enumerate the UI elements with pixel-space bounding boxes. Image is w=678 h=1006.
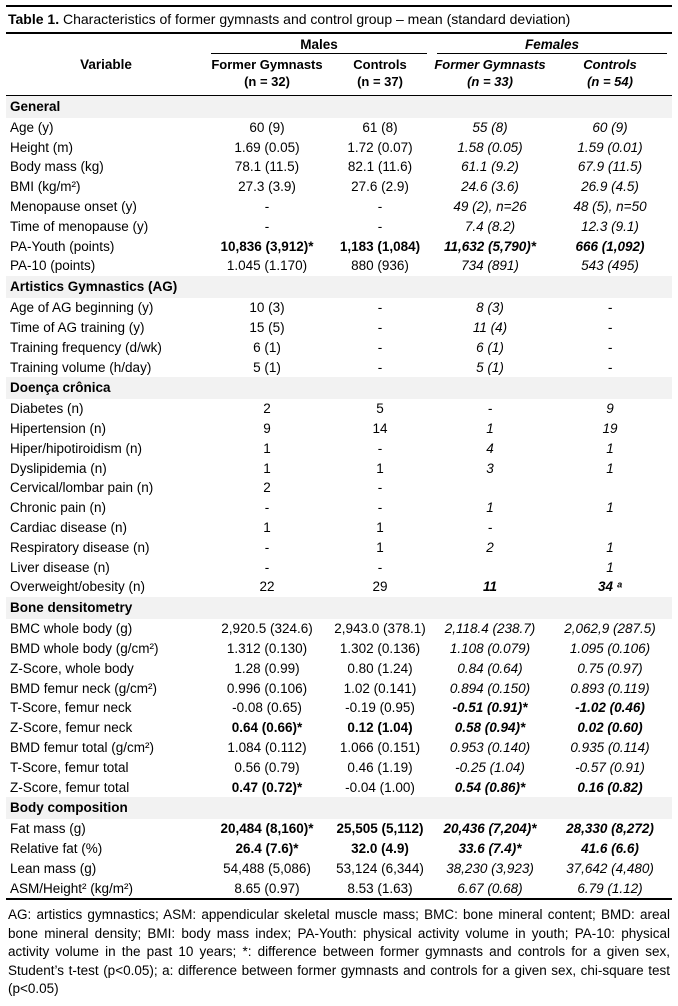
col-header-females-gymnasts	[432, 54, 548, 95]
variable-cell: Hiper/hipotiroidism (n)	[10, 440, 143, 456]
table-row	[6, 298, 672, 318]
variable-cell: Chronic pain (n)	[10, 500, 107, 516]
value-cell: -	[377, 500, 383, 516]
variable-cell: Age (y)	[10, 119, 54, 135]
value-cell: 67.9 (11.5)	[577, 159, 643, 175]
value-cell: 11,632 (5,790)*	[443, 238, 537, 254]
value-cell: 1.095 (0.106)	[569, 640, 651, 656]
value-cell: 61.1 (9.2)	[461, 159, 519, 175]
value-cell: -	[487, 520, 493, 536]
value-cell: 1	[263, 440, 271, 456]
value-cell: 0.75 (0.97)	[577, 660, 643, 676]
table-row	[6, 558, 672, 578]
value-cell: -	[264, 500, 270, 516]
value-cell: 20,436 (7,204)*	[443, 821, 537, 837]
value-cell: 1.72 (0.07)	[347, 139, 413, 155]
variable-cell: T-Score, femur total	[10, 759, 129, 775]
value-cell: 10,836 (3,912)*	[220, 238, 314, 254]
value-cell: 0.47 (0.72)*	[231, 779, 303, 795]
col-header-line2: (n = 37)	[357, 74, 403, 90]
value-cell: 61 (8)	[362, 119, 398, 135]
value-cell: 11	[482, 579, 497, 595]
value-cell: -	[377, 300, 383, 316]
value-cell: -	[487, 401, 493, 417]
variable-cell: BMD femur neck (g/cm²)	[10, 680, 158, 696]
value-cell: 8.53 (1.63)	[347, 880, 413, 896]
value-cell: 1,183 (1,084)	[339, 238, 421, 254]
value-cell: 734 (891)	[461, 258, 519, 274]
value-cell: 1.045 (1.170)	[226, 258, 308, 274]
value-cell: 1	[606, 500, 614, 516]
group-header-females	[432, 34, 672, 54]
value-cell: 2,920.5 (324.6)	[221, 621, 313, 637]
variable-cell: T-Score, femur neck	[10, 700, 132, 716]
value-cell: 6 (1)	[476, 339, 504, 355]
table-row	[6, 138, 672, 158]
table-row	[6, 439, 672, 459]
table-number-label: Table 1.	[8, 11, 60, 27]
value-cell: 33.6 (7.4)*	[458, 841, 522, 857]
section-title: Body composition	[6, 797, 672, 819]
value-cell: 1	[486, 420, 494, 436]
table-footnote: AG: artistics gymnastics; ASM: appendicular skeletal muscle mass; BMC: bone mineral content; BMD: areal bone mineral density; BMI: body mass index; PA-Youth: physical activity volume in youth; PA-10: physical activity volume in the past 10 years; *: difference between former gymnasts and controls for a given sex, Student’s t-test (p<0.05); a: difference between former gymnasts and controls for a given sex, chi-square test (p<0.05)	[8, 907, 670, 996]
value-cell: 1	[606, 539, 614, 555]
value-cell: 0.56 (0.79)	[234, 759, 300, 775]
table-row	[6, 419, 672, 439]
value-cell: 48 (5), n=50	[573, 199, 647, 215]
value-cell: 20,484 (8,160)*	[220, 821, 314, 837]
table-row	[6, 498, 672, 518]
value-cell: 666 (1,092)	[575, 238, 645, 254]
col-header-line1: Controls	[353, 57, 407, 73]
table-row	[6, 879, 672, 900]
variable-cell: Training frequency (d/wk)	[10, 339, 162, 355]
value-cell: 0.12 (1.04)	[347, 720, 413, 736]
variable-column-header: Variable	[6, 34, 206, 95]
table-row	[6, 778, 672, 798]
value-cell: 60 (9)	[249, 119, 285, 135]
value-cell: 1.084 (0.112)	[227, 739, 307, 755]
variable-cell: Diabetes (n)	[10, 401, 84, 417]
variable-cell: BMI (kg/m²)	[10, 179, 81, 195]
value-cell: 0.953 (0.140)	[449, 739, 531, 755]
value-cell: -0.51 (0.91)*	[452, 700, 528, 716]
value-cell: -1.02 (0.46)	[575, 700, 645, 716]
value-cell: 1.28 (0.99)	[234, 660, 300, 676]
value-cell: 24.6 (3.6)	[461, 179, 519, 195]
value-cell: -0.08 (0.65)	[232, 700, 302, 716]
value-cell: -	[377, 559, 383, 575]
value-cell: 1	[606, 460, 614, 476]
variable-cell: BMD femur total (g/cm²)	[10, 739, 155, 755]
value-cell: 0.64 (0.66)*	[231, 720, 303, 736]
group-label-females: Females	[437, 37, 667, 54]
value-cell: 38,230 (3,923)	[446, 860, 534, 876]
variable-cell: Lean mass (g)	[10, 860, 97, 876]
value-cell: 1.58 (0.05)	[457, 139, 523, 155]
value-cell: 1	[376, 539, 384, 555]
value-cell: -	[377, 319, 383, 335]
value-cell: 29	[372, 579, 388, 595]
value-cell: 0.893 (0.119)	[570, 680, 650, 696]
table-row	[6, 639, 672, 659]
variable-cell: Overweight/obesity (n)	[10, 579, 146, 595]
table-caption: Characteristics of former gymnasts and control group – mean (standard deviation)	[59, 11, 571, 27]
value-cell: -	[607, 300, 613, 316]
table-row	[6, 338, 672, 358]
col-header-line1: Controls	[583, 57, 637, 73]
value-cell: 0.46 (1.19)	[347, 759, 413, 775]
value-cell: 19	[602, 420, 618, 436]
value-cell: -0.04 (1.00)	[345, 779, 415, 795]
value-cell: -0.57 (0.91)	[575, 759, 645, 775]
table-row	[6, 237, 672, 257]
value-cell: 2,062,9 (287.5)	[564, 621, 656, 637]
value-cell: 0.84 (0.64)	[457, 660, 523, 676]
table-row	[6, 459, 672, 479]
table-body	[6, 95, 672, 899]
value-cell: 2	[486, 539, 494, 555]
value-cell: 26.4 (7.6)*	[235, 841, 299, 857]
value-cell: 6 (1)	[253, 339, 281, 355]
table-row	[6, 839, 672, 859]
group-header-males	[206, 34, 432, 54]
variable-cell: Time of menopause (y)	[10, 218, 149, 234]
section-header-row	[6, 276, 672, 298]
table-row	[6, 819, 672, 839]
value-cell: -0.25 (1.04)	[455, 759, 525, 775]
variable-cell: Dyslipidemia (n)	[10, 460, 107, 476]
value-cell: 7.4 (8.2)	[464, 218, 516, 234]
value-cell: 1	[376, 460, 384, 476]
value-cell: 1	[486, 500, 494, 516]
section-title: General	[6, 95, 672, 117]
table-row	[6, 197, 672, 217]
table-header	[6, 34, 672, 95]
value-cell	[432, 478, 548, 498]
value-cell: 34 ᵃ	[598, 579, 622, 595]
table-row	[6, 478, 672, 498]
value-cell: 0.935 (0.114)	[570, 739, 650, 755]
table-row	[6, 157, 672, 177]
table-row	[6, 399, 672, 419]
value-cell: 0.54 (0.86)*	[454, 779, 526, 795]
value-cell: 1.59 (0.01)	[577, 139, 643, 155]
value-cell: 41.6 (6.6)	[581, 841, 639, 857]
table-row	[6, 859, 672, 879]
value-cell: 9	[606, 401, 614, 417]
col-header-males-gymnasts	[206, 54, 328, 95]
section-header-row	[6, 377, 672, 399]
value-cell: 1.02 (0.141)	[343, 680, 417, 696]
value-cell: -	[607, 339, 613, 355]
col-header-line2: (n = 54)	[587, 74, 633, 90]
value-cell: 880 (936)	[351, 258, 409, 274]
section-header-row	[6, 95, 672, 117]
value-cell: 5	[376, 401, 384, 417]
table-row	[6, 118, 672, 138]
value-cell: 27.6 (2.9)	[351, 179, 409, 195]
value-cell: 0.58 (0.94)*	[454, 720, 526, 736]
characteristics-table	[6, 34, 672, 900]
variable-cell: Respiratory disease (n)	[10, 539, 150, 555]
value-cell: 8.65 (0.97)	[234, 880, 300, 896]
value-cell: -	[377, 218, 383, 234]
value-cell: -	[264, 539, 270, 555]
value-cell: 1.69 (0.05)	[234, 139, 300, 155]
value-cell	[548, 518, 672, 538]
table-row	[6, 256, 672, 276]
variable-cell: Age of AG beginning (y)	[10, 300, 154, 316]
variable-cell: Cervical/lombar pain (n)	[10, 480, 154, 496]
value-cell: 2,118.4 (238.7)	[444, 621, 536, 637]
value-cell: 0.80 (1.24)	[347, 660, 413, 676]
value-cell: 2	[263, 480, 271, 496]
value-cell: 1	[263, 520, 271, 536]
table-row	[6, 577, 672, 597]
value-cell: 543 (495)	[581, 258, 639, 274]
value-cell: -	[264, 559, 270, 575]
value-cell: 4	[486, 440, 494, 456]
variable-cell: Cardiac disease (n)	[10, 520, 128, 536]
value-cell: -	[377, 199, 383, 215]
col-header-line2: (n = 32)	[244, 74, 290, 90]
variable-cell: Height (m)	[10, 139, 74, 155]
table-title	[6, 5, 672, 34]
variable-cell: Liver disease (n)	[10, 559, 110, 575]
value-cell: 1	[376, 520, 384, 536]
value-cell: 12.3 (9.1)	[581, 218, 639, 234]
value-cell: 53,124 (6,344)	[336, 860, 424, 876]
value-cell: 1	[606, 440, 614, 456]
value-cell: 26.9 (4.5)	[581, 179, 639, 195]
variable-cell: BMC whole body (g)	[10, 621, 133, 637]
table-row	[6, 738, 672, 758]
variable-cell: Menopause onset (y)	[10, 199, 137, 215]
variable-cell: BMD whole body (g/cm²)	[10, 640, 159, 656]
value-cell: 60 (9)	[592, 119, 628, 135]
variable-cell: ASM/Height² (kg/m²)	[10, 880, 134, 896]
section-title: Bone densitometry	[6, 597, 672, 619]
col-header-line1: Former Gymnasts	[211, 57, 323, 73]
value-cell: 37,642 (4,480)	[566, 860, 654, 876]
value-cell	[548, 478, 672, 498]
value-cell: -	[264, 199, 270, 215]
value-cell: 27.3 (3.9)	[238, 179, 296, 195]
variable-cell: Time of AG training (y)	[10, 319, 145, 335]
value-cell: 32.0 (4.9)	[351, 841, 409, 857]
value-cell: 49 (2), n=26	[453, 199, 527, 215]
value-cell: 2,943.0 (378.1)	[334, 621, 426, 637]
value-cell: -	[377, 480, 383, 496]
value-cell: -0.19 (0.95)	[345, 700, 415, 716]
table-row	[6, 177, 672, 197]
table-row	[6, 758, 672, 778]
variable-cell: Hipertension (n)	[10, 420, 107, 436]
col-header-males-controls	[328, 54, 432, 95]
value-cell: -	[377, 339, 383, 355]
value-cell: 22	[259, 579, 275, 595]
col-header-line1: Former Gymnasts	[434, 57, 546, 73]
variable-cell: Z-Score, femur total	[10, 779, 130, 795]
value-cell	[432, 558, 548, 578]
table-row	[6, 217, 672, 237]
value-cell: 3	[486, 460, 494, 476]
value-cell: 1.302 (0.136)	[339, 640, 421, 656]
value-cell: -	[377, 359, 383, 375]
variable-cell: PA-Youth (points)	[10, 238, 115, 254]
variable-cell: PA-10 (points)	[10, 258, 96, 274]
table-row	[6, 698, 672, 718]
value-cell: 0.16 (0.82)	[577, 779, 643, 795]
value-cell: 2	[263, 401, 271, 417]
table-row	[6, 659, 672, 679]
value-cell: 25,505 (5,112)	[336, 821, 424, 837]
value-cell: 5 (1)	[253, 359, 281, 375]
value-cell: 8 (3)	[476, 300, 504, 316]
table-row	[6, 679, 672, 699]
value-cell: 78.1 (11.5)	[234, 159, 300, 175]
table-row	[6, 318, 672, 338]
variable-cell: Z-Score, femur neck	[10, 720, 133, 736]
value-cell: 10 (3)	[249, 300, 285, 316]
table-row	[6, 518, 672, 538]
value-cell: 1	[606, 559, 614, 575]
value-cell: 15 (5)	[249, 319, 285, 335]
variable-cell: Training volume (h/day)	[10, 359, 152, 375]
section-title: Doença crônica	[6, 377, 672, 399]
value-cell: -	[377, 440, 383, 456]
col-header-females-controls	[548, 54, 672, 95]
value-cell: 55 (8)	[472, 119, 508, 135]
value-cell: -	[264, 218, 270, 234]
value-cell: 1	[263, 460, 271, 476]
variable-cell: Fat mass (g)	[10, 821, 86, 837]
value-cell: 11 (4)	[472, 319, 508, 335]
value-cell: -	[607, 319, 613, 335]
value-cell: 1.312 (0.130)	[226, 640, 308, 656]
value-cell: 5 (1)	[476, 359, 504, 375]
value-cell: 6.67 (0.68)	[457, 880, 523, 896]
variable-cell: Relative fat (%)	[10, 841, 103, 857]
section-header-row	[6, 597, 672, 619]
col-header-line2: (n = 33)	[467, 74, 513, 90]
group-label-males: Males	[211, 37, 427, 54]
table-row	[6, 538, 672, 558]
value-cell: 1.066 (0.151)	[339, 739, 421, 755]
value-cell: 9	[263, 420, 271, 436]
value-cell: 1.108 (0.079)	[449, 640, 531, 656]
value-cell: 0.996 (0.106)	[226, 680, 308, 696]
value-cell: 82.1 (11.6)	[347, 159, 413, 175]
value-cell: -	[607, 359, 613, 375]
value-cell: 0.02 (0.60)	[577, 720, 643, 736]
value-cell: 14	[372, 420, 388, 436]
section-header-row	[6, 797, 672, 819]
value-cell: 0.894 (0.150)	[449, 680, 531, 696]
value-cell: 6.79 (1.12)	[577, 880, 643, 896]
group-header-row	[6, 34, 672, 54]
table-row	[6, 358, 672, 378]
section-title: Artistics Gymnastics (AG)	[6, 276, 672, 298]
table-row	[6, 619, 672, 639]
table-row	[6, 718, 672, 738]
variable-cell: Z-Score, whole body	[10, 660, 134, 676]
variable-cell: Body mass (kg)	[10, 159, 104, 175]
value-cell: 54,488 (5,086)	[223, 860, 311, 876]
value-cell: 28,330 (8,272)	[566, 821, 654, 837]
